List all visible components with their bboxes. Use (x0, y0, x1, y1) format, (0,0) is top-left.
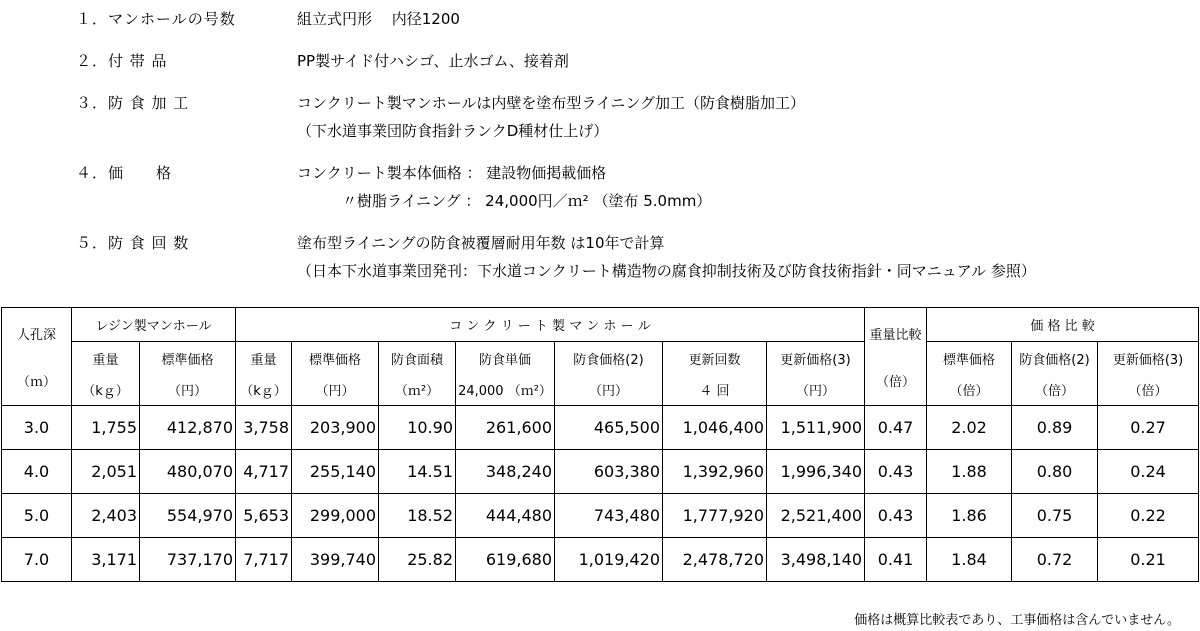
table-cell: 0.80 (1012, 450, 1098, 494)
table-cell: 737,170 (140, 538, 236, 582)
table-cell: 299,000 (292, 494, 379, 538)
sub-header: 更新価格(3) (767, 342, 865, 375)
spec-value-coating-1: コンクリート製マンホールは内壁を塗布型ライニング加工（防食樹脂加工） (297, 94, 806, 112)
table-cell: 1,511,900 (767, 406, 865, 450)
table-cell: 0.27 (1098, 406, 1199, 450)
spec-label-size: １．マンホールの号数 (76, 10, 236, 28)
table-cell: 399,740 (292, 538, 379, 582)
table-cell: 25.82 (379, 538, 456, 582)
sub-header: 重量 (72, 342, 140, 375)
table-cell: 619,680 (456, 538, 555, 582)
table-row (2, 494, 1199, 538)
sub-header-unit: （倍） (1098, 374, 1199, 406)
sub-header-unit: （倍） (1012, 374, 1098, 406)
spec-value-size: 組立式円形 内径1200 (297, 10, 460, 28)
sub-header: 防食価格(2) (555, 342, 663, 375)
spec-section (0, 0, 1200, 300)
spec-value-count-1: 塗布型ライニングの防食被覆層耐用年数 は10年で計算 (297, 234, 665, 252)
table-cell: 3.0 (2, 406, 72, 450)
table-cell: 0.43 (865, 450, 927, 494)
table-cell: 7.0 (2, 538, 72, 582)
table-cell: 0.24 (1098, 450, 1199, 494)
table-row (2, 538, 1199, 582)
header-concrete: コ ン ク リ ー ト 製 マ ン ホ ー ル (236, 308, 865, 342)
sub-header: 更新回数 (663, 342, 767, 375)
table-cell: 18.52 (379, 494, 456, 538)
table-cell: 4.0 (2, 450, 72, 494)
spec-label-price: ４．価 格 (76, 164, 173, 182)
table-cell: 3,498,140 (767, 538, 865, 582)
sub-header-unit: （kｇ） (236, 374, 292, 406)
table-cell: 14.51 (379, 450, 456, 494)
sub-header-unit: （kｇ） (72, 374, 140, 406)
table-cell: 480,070 (140, 450, 236, 494)
table-cell: 603,380 (555, 450, 663, 494)
table-cell: 743,480 (555, 494, 663, 538)
table-cell: 5.0 (2, 494, 72, 538)
table-cell: 348,240 (456, 450, 555, 494)
sub-header-unit: （円） (292, 374, 379, 406)
table-cell: 2,051 (72, 450, 140, 494)
table-cell: 444,480 (456, 494, 555, 538)
table-cell: 7,717 (236, 538, 292, 582)
table-row (2, 450, 1199, 494)
footnote: 価格は概算比較表であり、工事価格は含んでいません。 (854, 613, 1180, 628)
sub-header: 重量 (236, 342, 292, 375)
table-cell: 1,777,920 (663, 494, 767, 538)
comparison-table (1, 307, 1199, 582)
table-cell: 2,521,400 (767, 494, 865, 538)
header-depth-unit: （ｍ） (16, 374, 56, 390)
table-cell: 0.21 (1098, 538, 1199, 582)
table-cell: 4,717 (236, 450, 292, 494)
sub-header: 防食価格(2) (1012, 342, 1098, 375)
table-cell: 554,970 (140, 494, 236, 538)
table-cell: 1,996,340 (767, 450, 865, 494)
table-cell: 2,403 (72, 494, 140, 538)
table-cell: 0.47 (865, 406, 927, 450)
table-cell: 255,140 (292, 450, 379, 494)
header-weight-ratio (865, 308, 927, 406)
sub-header-unit: （ｍ²） (379, 374, 456, 406)
table-cell: 465,500 (555, 406, 663, 450)
table-cell: 0.43 (865, 494, 927, 538)
header-price-compare: 価 格 比 較 (927, 308, 1199, 342)
table-cell: 203,900 (292, 406, 379, 450)
sub-header: 標準価格 (140, 342, 236, 375)
table-cell: 2,478,720 (663, 538, 767, 582)
table-cell: 1,046,400 (663, 406, 767, 450)
header-weight-ratio-label: 重量比較 (869, 327, 922, 343)
table-cell: 1.84 (927, 538, 1012, 582)
sub-header-unit: ４ 回 (663, 374, 767, 406)
table-cell: 2.02 (927, 406, 1012, 450)
spec-value-accessories: PP製サイド付ハシゴ、止水ゴム、接着剤 (297, 52, 569, 70)
table-cell: 10.90 (379, 406, 456, 450)
table-cell: 1.86 (927, 494, 1012, 538)
table-cell: 261,600 (456, 406, 555, 450)
sub-header: 標準価格 (292, 342, 379, 375)
table-cell: 3,758 (236, 406, 292, 450)
sub-header: 更新価格(3) (1098, 342, 1199, 375)
sub-header-unit: （円） (555, 374, 663, 406)
table-cell: 1,392,960 (663, 450, 767, 494)
sub-header: 標準価格 (927, 342, 1012, 375)
table-cell: 0.89 (1012, 406, 1098, 450)
sub-header-unit: （円） (140, 374, 236, 406)
table-cell: 1,755 (72, 406, 140, 450)
table-cell: 0.75 (1012, 494, 1098, 538)
header-weight-ratio-unit: （倍） (876, 374, 916, 390)
header-depth (2, 308, 72, 406)
spec-label-coating: ３．防 食 加 工 (76, 94, 190, 112)
table-cell: 1.88 (927, 450, 1012, 494)
table-cell: 3,171 (72, 538, 140, 582)
sub-header-unit: （円） (767, 374, 865, 406)
table-cell: 0.41 (865, 538, 927, 582)
table-row (2, 406, 1199, 450)
header-resin: レジン製マンホール (72, 308, 236, 342)
spec-value-price-1: コンクリート製本体価格 ： 建設物価掲載価格 (297, 164, 607, 182)
table-cell: 412,870 (140, 406, 236, 450)
spec-value-count-2: （日本下水道事業団発刊：下水道コンクリート構造物の腐食抑制技術及び防食技術指針・同マニュアル 参照） (297, 262, 1036, 280)
sub-header: 防食面積 (379, 342, 456, 375)
table-cell: 1,019,420 (555, 538, 663, 582)
sub-header: 防食単価 (456, 342, 555, 375)
sub-header-unit: 24,000 （ｍ²） (456, 374, 555, 406)
table-cell: 0.22 (1098, 494, 1199, 538)
spec-label-accessories: ２．付 帯 品 (76, 52, 168, 70)
sub-header-unit: （倍） (927, 374, 1012, 406)
spec-label-count: ５．防 食 回 数 (76, 234, 190, 252)
table-cell: 0.72 (1012, 538, 1098, 582)
spec-value-coating-2: （下水道事業団防食指針ランクD種材仕上げ） (297, 122, 609, 140)
spec-value-price-2: 〃樹脂ライニング ： 24,000円／ｍ² （塗布 5.0mm） (342, 192, 712, 210)
header-depth-label: 人孔深 (16, 327, 56, 343)
table-cell: 5,653 (236, 494, 292, 538)
